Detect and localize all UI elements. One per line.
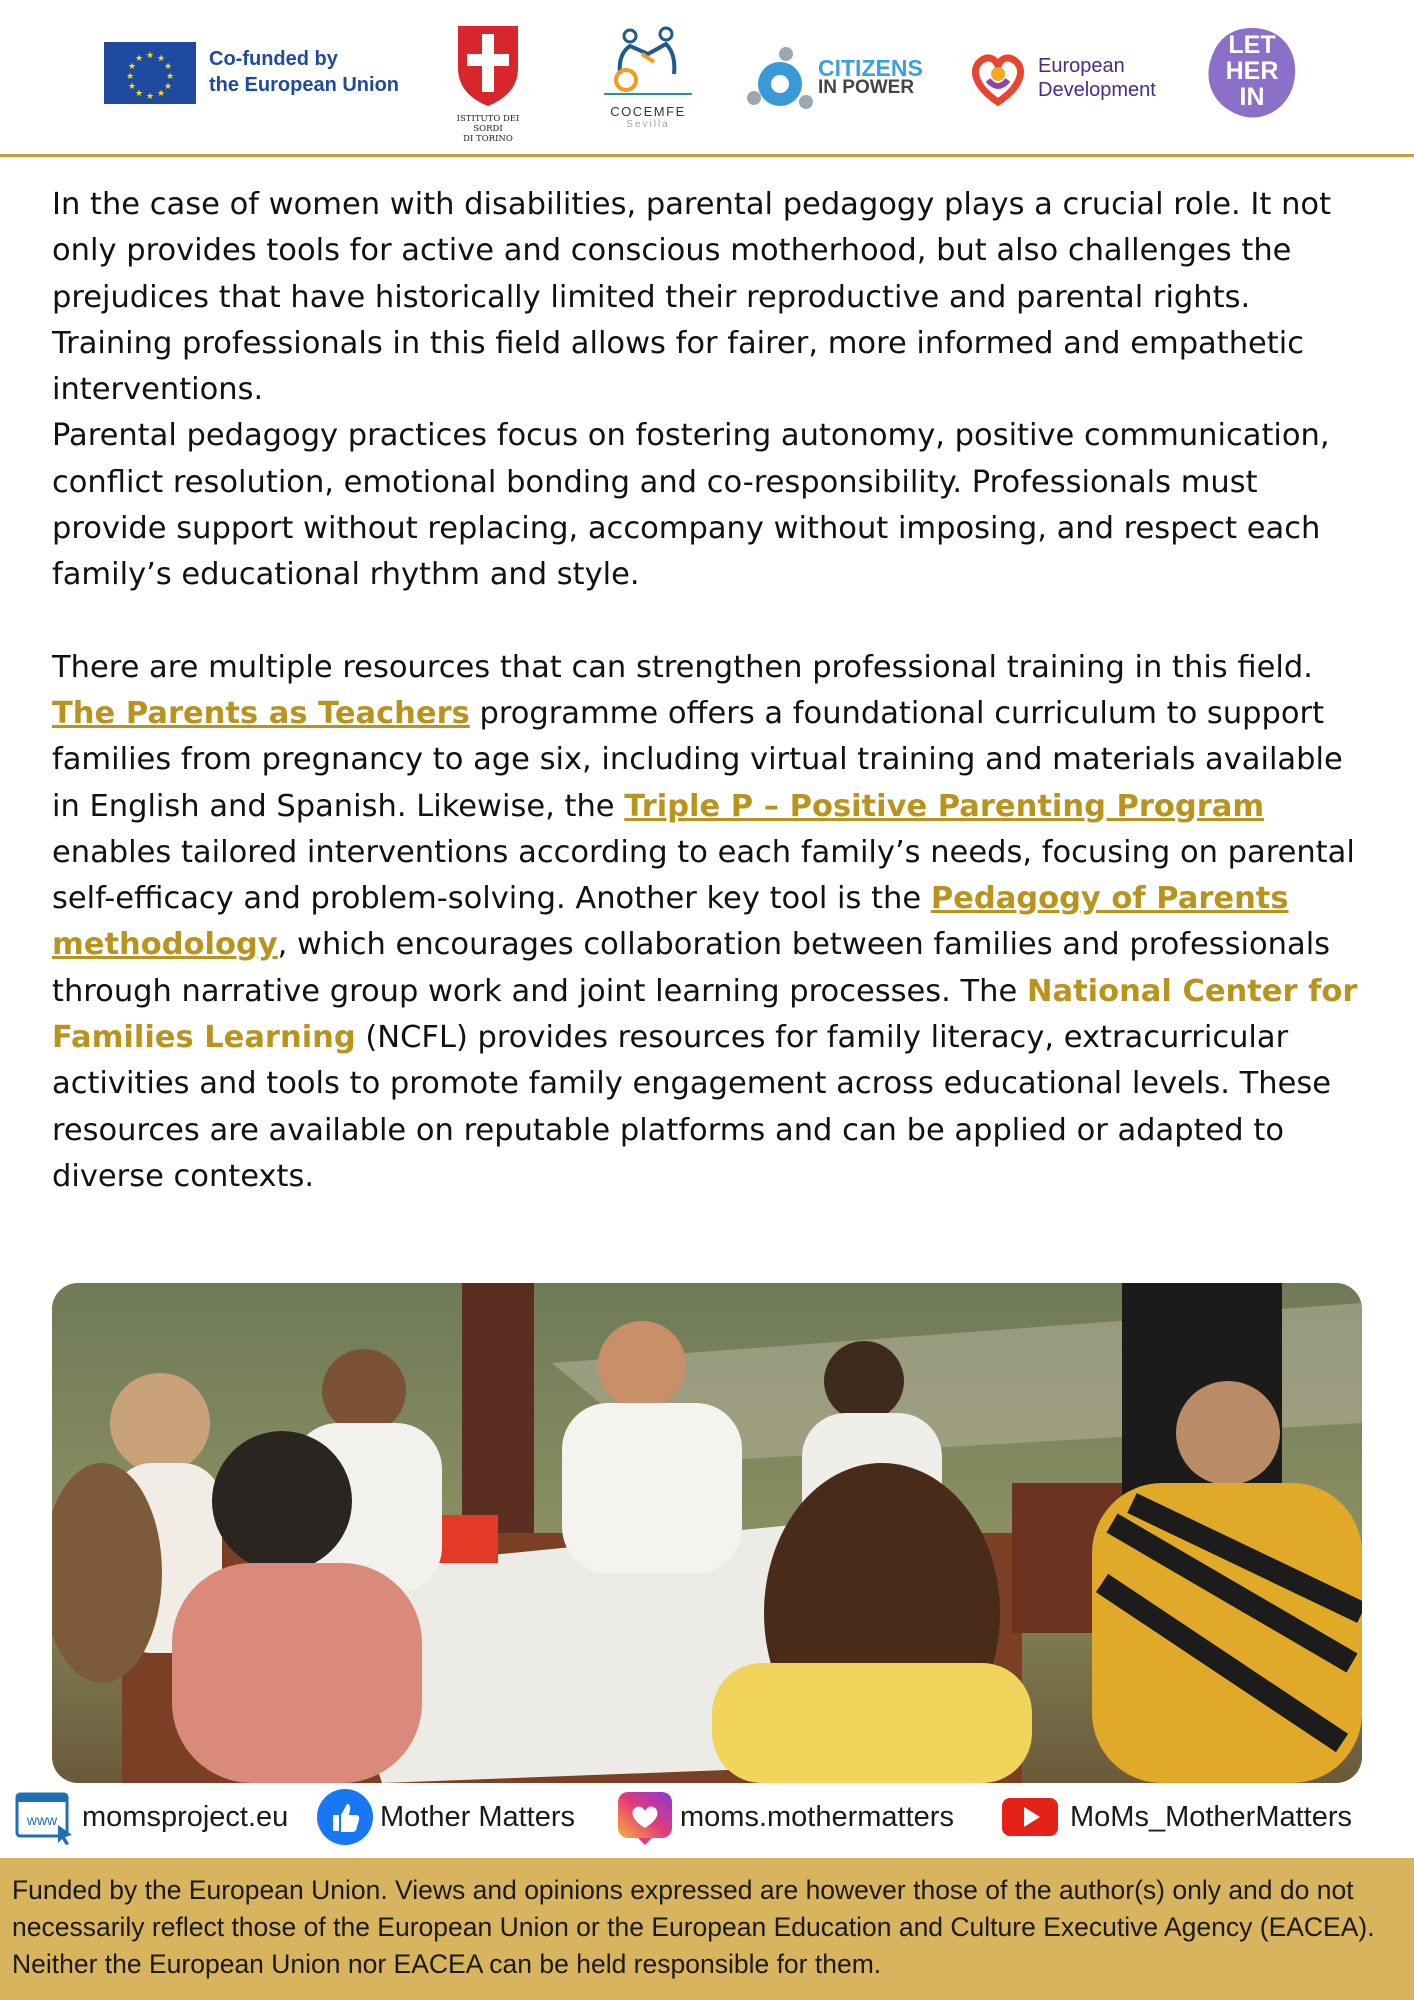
european-development-logo: [966, 46, 1182, 110]
website-label: momsproject.eu: [82, 1800, 289, 1833]
svg-text:★: ★: [163, 62, 173, 72]
www-icon-label: www: [26, 1812, 58, 1828]
group-photo-illustration: [52, 1283, 1362, 1783]
cocemfe-subtitle: Sevilla: [626, 119, 670, 130]
group-meeting-photo: [52, 1283, 1362, 1783]
eu-label-line2: the European Union: [209, 74, 399, 96]
svg-text:★: ★: [156, 54, 166, 64]
svg-text:★: ★: [134, 89, 144, 99]
svg-text:★: ★: [165, 72, 175, 82]
citizens-label-line1: CITIZENS: [818, 55, 923, 81]
torino-caption: [444, 114, 532, 144]
website-link[interactable]: [14, 1788, 288, 1846]
eurodev-label-line1: European: [1038, 55, 1125, 77]
youtube-link[interactable]: [1000, 1788, 1352, 1846]
let-her-in-label: [1204, 32, 1300, 120]
letherin-line1: LET: [1228, 32, 1276, 59]
resources-text-b: enables tailored interventions according to each family’s needs, focusing on parental self-efficacy and problem-solving. Another key tool is the: [52, 834, 1355, 917]
svg-text:★: ★: [127, 82, 137, 92]
instagram-heart-icon: [616, 1788, 674, 1846]
youtube-play-icon: [1000, 1794, 1060, 1840]
parents-as-teachers-link[interactable]: The Parents as Teachers: [52, 695, 470, 731]
let-her-in-logo: [1204, 26, 1300, 122]
www-icon: [14, 1789, 76, 1845]
paragraph-spacer: [52, 599, 1372, 645]
european-development-heart-icon: [966, 46, 1030, 110]
resources-text-a: programme offers a foundational curriculum to support families from pregnancy to age six, including virtual training and materials available in English and Spanish. Likewise, the: [52, 695, 1343, 824]
social-links-bar: [0, 1788, 1414, 1846]
citizens-label-line2: IN POWER: [818, 77, 915, 98]
svg-text:★: ★: [145, 92, 155, 102]
citizens-network-icon: [744, 46, 816, 118]
european-development-label: [1038, 54, 1156, 102]
svg-text:★: ★: [156, 89, 166, 99]
cocemfe-sevilla-logo: [592, 24, 704, 140]
resources-intro-text: There are multiple resources that can strengthen professional training in this field.: [52, 649, 1313, 685]
eurodev-label-line2: Development: [1038, 79, 1156, 101]
torino-caption-line2: DI TORINO: [463, 134, 513, 144]
ncfl-link[interactable]: National Center for Families Learning: [52, 973, 1358, 1056]
svg-text:★: ★: [125, 72, 135, 82]
torino-shield-icon: [453, 22, 523, 108]
partner-logos-header: [0, 0, 1414, 157]
svg-text:★: ★: [127, 62, 137, 72]
eu-disclaimer-text: Funded by the European Union. Views and opinions expressed are however those of the author(s) only and do not necessarily reflect those of the European Union or the European Education and Culture Executive Agency (EACEA). Neither the European Union nor EACEA can be held responsible for them.: [12, 1875, 1375, 1979]
facebook-link[interactable]: [316, 1788, 575, 1846]
cocemfe-figures-icon: [598, 24, 698, 98]
triple-p-link[interactable]: Triple P – Positive Parenting Program: [624, 788, 1265, 824]
facebook-like-icon: [316, 1788, 374, 1846]
cocemfe-name: COCEMFE: [610, 104, 686, 119]
youtube-label: MoMs_MotherMatters: [1070, 1800, 1353, 1833]
paragraph-resources: [52, 645, 1372, 1201]
citizens-in-power-label: [818, 55, 923, 98]
paragraph-parental-practices: Parental pedagogy practices focus on fostering autonomy, positive communication, conflict resolution, emotional bonding and co-responsibility. Professionals must provide support without replacing, accompany without imposing, and respect each family’s educational rhythm and style.: [52, 418, 1330, 593]
istituto-sordi-torino-logo: [444, 22, 532, 144]
resources-text-c: , which encourages collaboration between families and professionals through narrative group work and joint learning processes. The: [52, 927, 1331, 1009]
resources-text-d: (NCFL) provides resources for family literacy, extracurricular activities and tools to promote family engagement across educational levels. These resources are available on reputable platforms and can be applied or adapted to diverse contexts.: [52, 1020, 1332, 1194]
pedagogy-of-parents-link[interactable]: Pedagogy of Parents methodology: [52, 881, 1289, 963]
instagram-label: moms.mothermatters: [680, 1800, 954, 1833]
svg-text:★: ★: [163, 82, 173, 92]
svg-text:★: ★: [145, 51, 155, 61]
eu-label-line1: Co-funded by: [209, 48, 338, 70]
torino-caption-line1: ISTITUTO DEI SORDI: [456, 114, 520, 134]
facebook-label: Mother Matters: [380, 1800, 575, 1833]
instagram-link[interactable]: [616, 1788, 954, 1846]
article-body: [52, 182, 1372, 1200]
eu-cofunded-label: [209, 46, 399, 98]
letherin-line2: HER: [1225, 57, 1279, 85]
svg-text:★: ★: [134, 54, 144, 64]
letherin-line3: IN: [1239, 83, 1265, 111]
eu-flag-icon: [104, 42, 196, 104]
citizens-in-power-logo: [744, 46, 924, 118]
paragraph-women-disabilities: In the case of women with disabilities, parental pedagogy plays a crucial role. It not only provides tools for active and conscious motherhood, but also challenges the prejudices that have historically limited their reproductive and parental rights. Training professionals in this field allows for fairer, more informed and empathetic interventions.: [52, 187, 1332, 408]
eu-disclaimer-footer: [0, 1858, 1414, 2000]
